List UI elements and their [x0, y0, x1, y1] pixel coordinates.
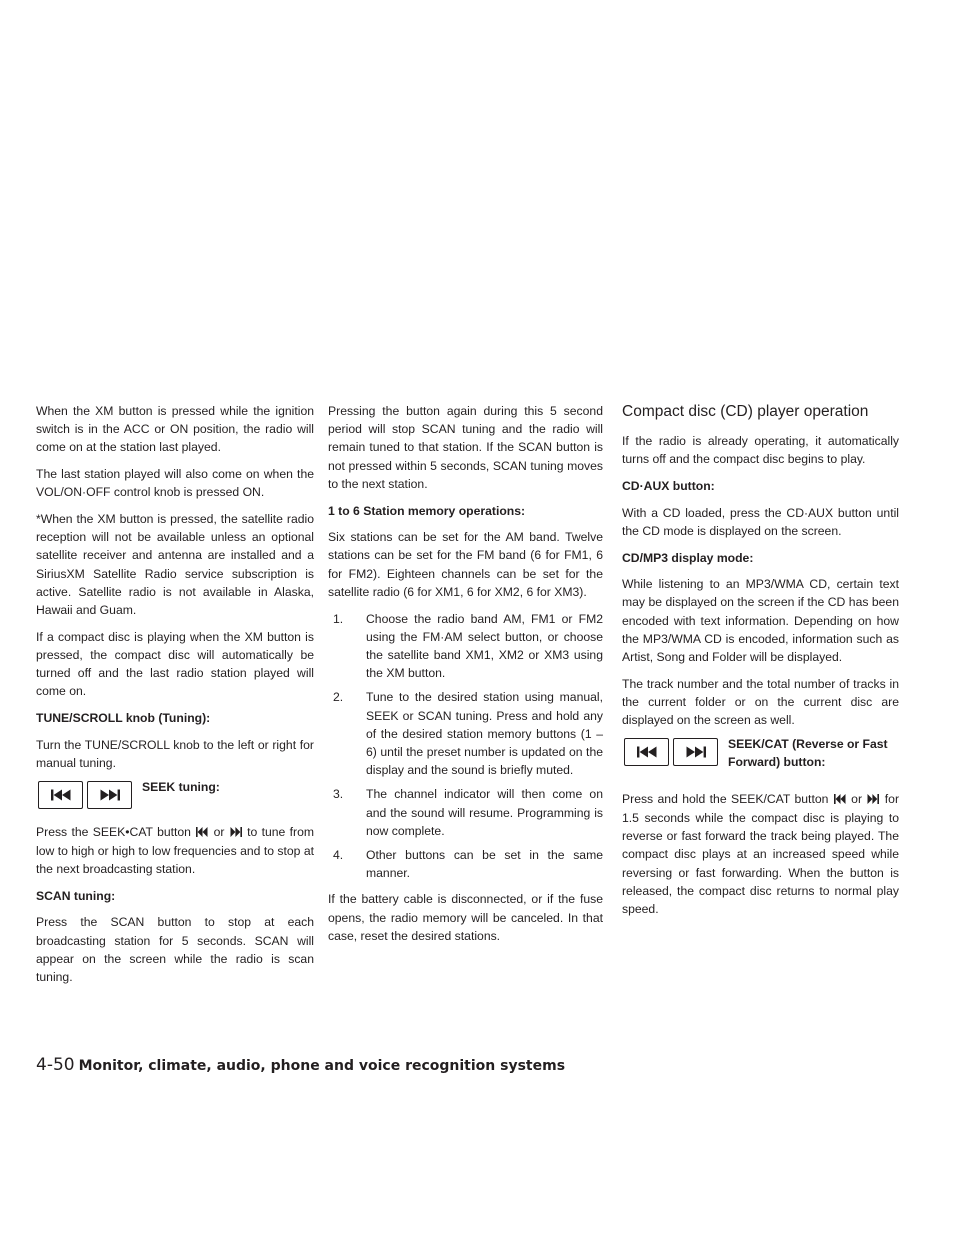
text: Press the SEEK•CAT button — [36, 824, 191, 839]
step-text: The channel indicator will then come on and the sound will resume. Programming is now complete. — [366, 787, 603, 838]
skip-back-icon — [196, 824, 208, 842]
skip-back-icon — [624, 738, 669, 766]
seek-buttons-illustration — [36, 781, 314, 813]
paragraph: The track number and the total number of tracks in the current folder or on the current disc are displayed on the screen as well. — [622, 676, 899, 728]
page-number: 4-50 — [36, 1055, 75, 1075]
page-footer — [36, 1055, 565, 1075]
text: or — [213, 824, 225, 839]
skip-forward-icon — [673, 738, 718, 766]
paragraph: Turn the TUNE/SCROLL knob to the left or right for manual tuning. — [36, 737, 314, 770]
column-right — [622, 402, 899, 927]
paragraph: While listening to an MP3/WMA CD, certain text may be displayed on the screen if the CD has been encoded with text information. Depending on how the MP3/WMA CD is encoded, information such as Artist, Song and Folder will be displayed. — [622, 577, 899, 665]
paragraph: Pressing the button again during this 5 second period will stop SCAN tuning and the radio will remain tuned to that station. If the SCAN button is not pressed within 5 seconds, SCAN tuning moves to the next station. — [328, 404, 603, 491]
seek-cat-buttons-illustration — [622, 738, 899, 780]
paragraph-seek-cat — [622, 790, 899, 918]
heading-mp3-display: CD/MP3 display mode: — [622, 550, 754, 565]
list-item — [328, 846, 603, 882]
paragraph: Press the SCAN button to stop at each broadcasting station for 5 seconds. SCAN will appear on the screen while the radio is scan tuning. — [36, 915, 314, 985]
column-middle — [328, 402, 603, 953]
step-text: Other buttons can be set in the same manner. — [366, 847, 603, 881]
step-text: Tune to the desired station using manual, SEEK or SCAN tuning. Press and hold any of the desired station memory buttons (1 – 6) until the preset number is updated on the display and the sound is briefly muted. — [366, 690, 603, 778]
list-item — [328, 688, 603, 779]
heading-memory: 1 to 6 Station memory operations: — [328, 503, 526, 518]
seek-cat-label: SEEK/CAT (Reverse or Fast Forward) button: — [728, 736, 888, 770]
paragraph: With a CD loaded, press the CD·AUX button until the CD mode is displayed on the screen. — [622, 505, 899, 538]
section-title: Compact disc (CD) player operation — [622, 403, 869, 420]
text: to tune from low to high or high to low frequencies and to stop at the next broadcasting station. — [36, 824, 315, 877]
heading-scan: SCAN tuning: — [36, 888, 116, 903]
heading-tune-scroll: TUNE/SCROLL knob (Tuning): — [36, 711, 211, 726]
heading-cd-aux: CD·AUX button: — [622, 478, 715, 493]
list-item — [328, 610, 603, 683]
paragraph: If the battery cable is disconnected, or if the fuse opens, the radio memory will be canceled. In that case, reset the desired stations. — [328, 892, 603, 943]
paragraph: If a compact disc is playing when the XM button is pressed, the compact disc will automatically be turned off and the last radio station played will come on. — [36, 629, 314, 699]
text: for 1.5 seconds while the compact disc is playing to reverse or fast forward the track being played. The compact disc plays at an increased speed while reversing or fast forwarding. When the button is released, the compact disc returns to normal play speed. — [622, 791, 900, 917]
step-number: 1. — [333, 611, 344, 626]
skip-forward-icon — [230, 824, 242, 842]
seek-tuning-label: SEEK tuning: — [142, 779, 220, 794]
step-number: 3. — [333, 787, 344, 802]
step-number: 4. — [333, 847, 344, 862]
section-name: Monitor, climate, audio, phone and voice recognition systems — [78, 1058, 566, 1074]
list-item — [328, 785, 603, 840]
paragraph-seek — [36, 823, 314, 879]
skip-forward-icon — [87, 781, 132, 809]
paragraph: The last station played will also come on when the VOL/ON·OFF control knob is pressed ON. — [36, 467, 314, 500]
column-left — [36, 402, 314, 995]
paragraph: If the radio is already operating, it automatically turns off and the compact disc begins to play. — [622, 434, 899, 467]
skip-back-icon — [38, 781, 83, 809]
paragraph: When the XM button is pressed while the ignition switch is in the ACC or ON position, the radio will come on at the station last played. — [36, 404, 314, 455]
skip-back-icon — [834, 791, 846, 809]
skip-forward-icon — [867, 791, 879, 809]
text: Press and hold the SEEK/CAT button — [622, 791, 829, 806]
step-number: 2. — [333, 690, 344, 705]
memory-steps-list — [328, 610, 603, 883]
paragraph: *When the XM button is pressed, the satellite radio reception will not be available unless an optional satellite receiver and antenna are installed and a SiriusXM Satellite Radio service subscription is active. Satellite radio is not available in Alaska, Hawaii and Guam. — [36, 512, 314, 618]
step-text: Choose the radio band AM, FM1 or FM2 using the FM·AM select button, or choose the satellite band XM1, XM2 or XM3 using the XM button. — [366, 611, 603, 681]
paragraph: Six stations can be set for the AM band. Twelve stations can be set for the FM band (6 for FM1, 6 for FM2). Eighteen channels can be set for the satellite radio (6 for XM1, 6 for XM2, 6 for XM3). — [328, 530, 603, 599]
text: or — [851, 791, 863, 806]
